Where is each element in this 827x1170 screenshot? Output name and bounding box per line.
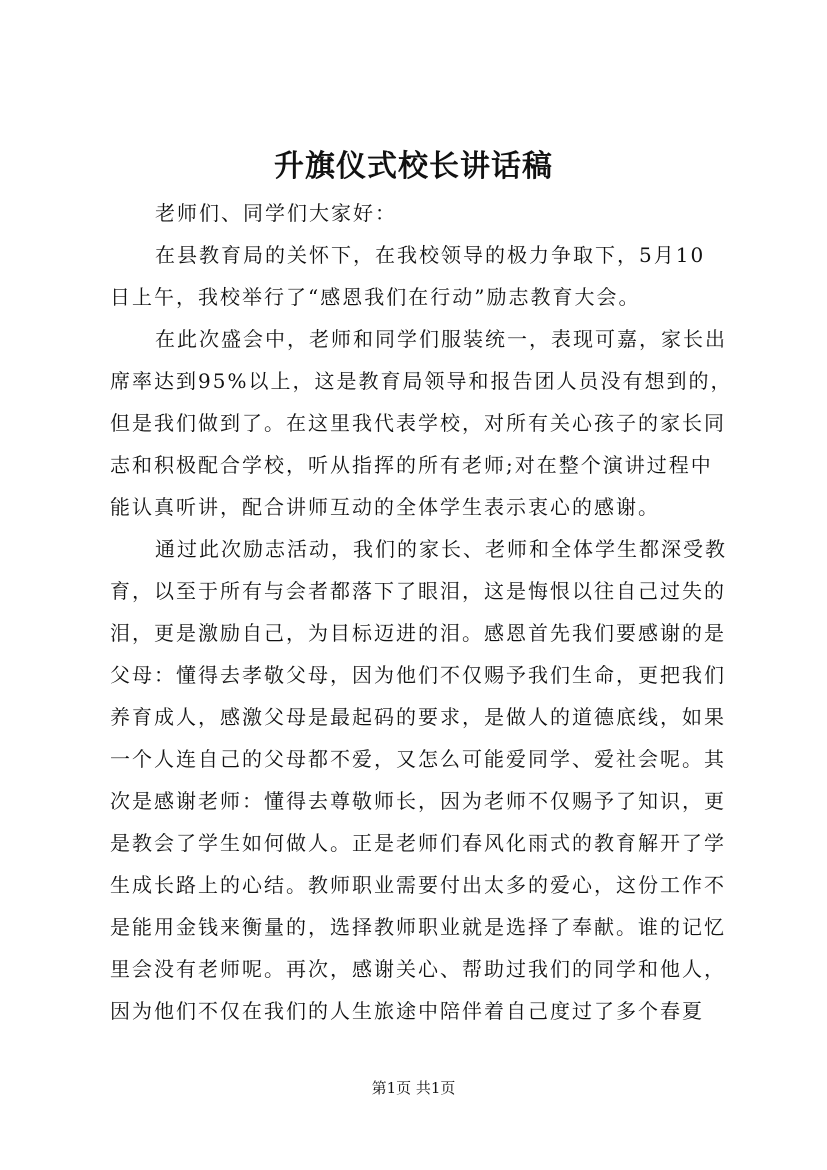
paragraph-line: 老师们、同学们大家好： [155,201,397,225]
paragraph-line: 能认真听讲，配合讲师互动的全体学生表示衷心的感谢。 [110,495,660,519]
paragraph-line: 养育成人，感激父母是最起码的要求，是做人的道德底线，如果 [110,705,726,729]
paragraph-line: 是教会了学生如何做人。正是老师们春风化雨式的教育解开了学 [110,831,726,855]
document-title: 升旗仪式校长讲话稿 [274,149,553,184]
paragraph-line: 在县教育局的关怀下，在我校领导的极力争取下，5月10 [155,243,706,267]
paragraph-line: 日上午，我校举行了“感恩我们在行动”励志教育大会。 [110,285,641,309]
page-number-footer: 第1页 共1页 [371,1079,456,1097]
paragraph-line: 因为他们不仅在我们的人生旅途中陪伴着自己度过了多个春夏 [110,999,704,1023]
paragraph-line: 泪，更是激励自己，为目标迈进的泪。感恩首先我们要感谢的是 [110,621,726,645]
paragraph-line: 席率达到95%以上，这是教育局领导和报告团人员没有想到的， [110,369,733,393]
paragraph-line: 在此次盛会中，老师和同学们服装统一，表现可嘉，家长出 [155,327,727,351]
paragraph-line: 里会没有老师呢。再次，感谢关心、帮助过我们的同学和他人， [110,957,726,981]
paragraph-line: 次是感谢老师：懂得去尊敬师长，因为老师不仅赐予了知识，更 [110,789,726,813]
paragraph-line: 志和积极配合学校，听从指挥的所有老师;对在整个演讲过程中 [110,453,713,477]
paragraph-line: 通过此次励志活动，我们的家长、老师和全体学生都深受教 [155,537,727,561]
paragraph-line: 但是我们做到了。在这里我代表学校，对所有关心孩子的家长同 [110,411,726,435]
paragraph-line: 一个人连自己的父母都不爱，又怎么可能爱同学、爱社会呢。其 [110,747,726,771]
paragraph-line: 是能用金钱来衡量的，选择教师职业就是选择了奉献。谁的记忆 [110,915,726,939]
paragraph-line: 育，以至于所有与会者都落下了眼泪，这是悔恨以往自己过失的 [110,579,726,603]
paragraph-line: 生成长路上的心结。教师职业需要付出太多的爱心，这份工作不 [110,873,726,897]
paragraph-line: 父母：懂得去孝敬父母，因为他们不仅赐予我们生命，更把我们 [110,663,726,687]
